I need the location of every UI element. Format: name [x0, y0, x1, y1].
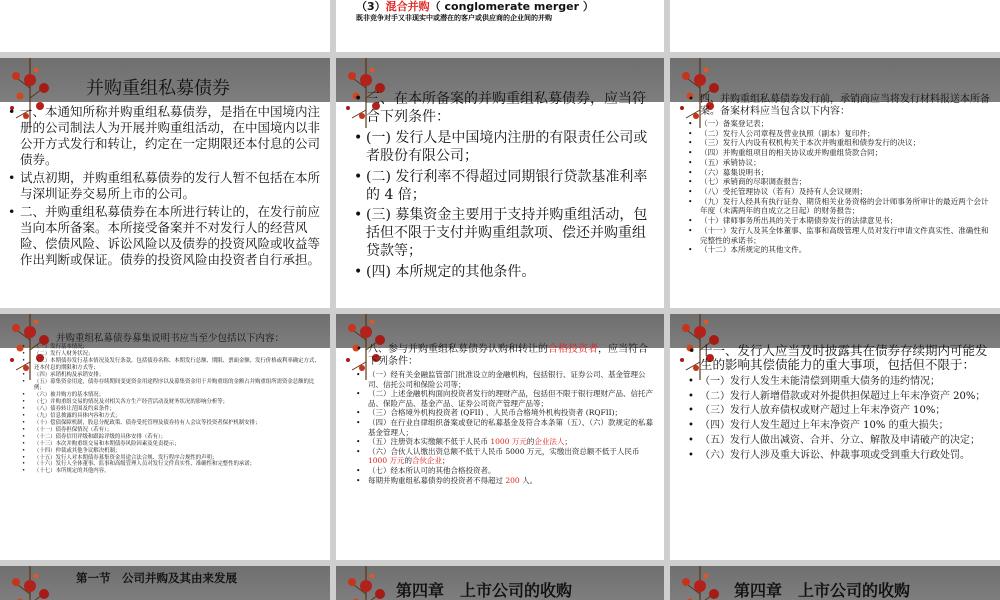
list-item: • 十一、发行人应当及时披露其在债券存续期内可能发生的影响其偿债能力的重大事项，包括但不限于：	[688, 344, 994, 373]
list-item: • （八）受托管理协议（若有）及持有人会议规则；	[688, 187, 994, 197]
slide-title: 第一节 公司并购及其由来发展	[76, 571, 237, 585]
list-item: • 试点初期，并购重组私募债券的发行人暂不包括在本所与深圳证券交易所上市的公司。	[8, 170, 320, 202]
list-item: • 八、参与并购重组私募债券认购和转让的合格投资者，应当符合下列条件：	[356, 344, 656, 368]
list-item: • （六）合伙人认缴出资总额不低于人民币 5000 万元，实缴出资总额不低于人民币 1000 万元的合伙企业；	[356, 447, 656, 466]
list-item: • （七）承销商的尽职调查报告；	[688, 177, 994, 187]
list-item: • （八）债券转让范围及约束条件；	[22, 406, 324, 413]
list-item: • 三、在本所备案的并购重组私募债券，应当符合下列条件：	[354, 91, 654, 127]
slide-top-middle[interactable]	[336, 0, 664, 52]
list-item: • （二）发行人新增借款或对外提供担保超过上年末净资产 20%；	[688, 391, 994, 404]
slide-prospectus-contents[interactable]	[0, 314, 330, 560]
list-item: • （一）经有关金融监管部门批准设立的金融机构，包括银行、证券公司、基金管理公司、信托公司和保险公司等；	[356, 370, 656, 389]
list-item: • （六）发行人涉及重大诉讼、仲裁事项或受到重大行政处罚。	[688, 450, 994, 463]
bullet-list	[8, 104, 320, 268]
list-item: • （五）注册资本实缴额不低于人民币 1000 万元的企业法人；	[356, 437, 656, 447]
list-item: • （十二）本所规定的其他文件。	[688, 245, 994, 255]
list-item: • （三）发行人放弃债权或财产超过上年末净资产 10%；	[688, 405, 994, 418]
list-item: • （五）募集资金用途，债券存续期间变更资金用途程序以及募集资金用于并购重组的金额占并购重组所需资金总额的比例；	[22, 379, 324, 393]
slide-filing-materials[interactable]	[670, 58, 1000, 308]
list-item: • （十一）发行人及其全体董事、监事和高级管理人员对发行申请文件真实性、准确性和完整性的承诺书；	[688, 226, 994, 245]
list-item: • （十五）发行人对本期债券募集资金用途合法合规、发行程序合规性的声明；	[22, 455, 324, 462]
list-item: • （十三）本次并购重组交易和本期债券风险因素及免责提示；	[22, 441, 324, 448]
flower-ornament-icon	[6, 566, 54, 600]
list-item: • （六）募集说明书；	[688, 168, 994, 178]
list-item: • （三）合格境外机构投资者 (QFII) 、人民币合格境外机构投资者 (RQFII)；	[356, 408, 656, 418]
list-item: • （二）上述金融机构面向投资者发行的理财产品，包括但不限于银行理财产品、信托产品、保险产品、基金产品、证券公司资产管理产品等；	[356, 389, 656, 408]
list-item: • 一、本通知所称并购重组私募债券，是指在中国境内注册的公司制法人为开展并购重组活动，在中国境内以非公开方式发行和转让，约定在一定期限还本付息的公司债券。	[8, 104, 320, 168]
flower-ornament-icon	[342, 566, 390, 600]
list-item: • （四）在行业自律组织备案或登记的私募基金及符合本条第（五）、（六）款规定的私募基金管理人；	[356, 418, 656, 437]
slide-title: 第四章 上市公司的收购	[396, 581, 573, 600]
list-item: • (二) 发行利率不得超过同期银行贷款基准利率的 4 倍；	[354, 169, 654, 205]
list-item: • （十一）债券担保情况（若有）；	[22, 427, 324, 434]
list-item: • （九）信息披露的具体内容和方式；	[22, 413, 324, 420]
bullet-list	[688, 344, 994, 463]
slide-acquisition-bond-intro[interactable]	[0, 58, 330, 308]
bullet-list	[356, 344, 656, 485]
list-item: • （十七）本所规定的其他内容。	[22, 468, 324, 475]
slide-title: 并购重组私募债券募集说明书应当至少包括以下内容：	[56, 333, 285, 344]
slide-top-left[interactable]	[0, 0, 330, 52]
slide-heading: （3）混合并购（ conglomerate merger ）	[356, 0, 594, 13]
slide-bond-conditions[interactable]	[336, 58, 664, 308]
slide-chapter-four-a[interactable]	[336, 566, 664, 600]
list-item: • （十）偿债保障机制，股息分配政策、债券受托管理及债券持有人会议等投资者保护机制安排；	[22, 420, 324, 427]
list-item: • （三）发行人内设有权机构关于本次并购重组和债券发行的决议；	[688, 138, 994, 148]
list-item: • （一）发行基本情况；	[22, 344, 324, 351]
slide-top-right[interactable]	[670, 0, 1000, 52]
list-item: • （一）发行人发生未能清偿到期重大债务的违约情况；	[688, 376, 994, 389]
slide-disclosure-events[interactable]	[670, 314, 1000, 560]
list-item: • （七）并购重组交易的情况及对相关各方生产经营活动及财务状况的影响分析等；	[22, 399, 324, 406]
slide-title: 第四章 上市公司的收购	[734, 581, 911, 600]
list-item: • （七）经本所认可的其他合格投资者。	[356, 466, 656, 476]
list-item: • （十六）发行人全体董事、监事和高级管理人员对发行文件真实性、准确性和完整性的承诺；	[22, 461, 324, 468]
list-item: • （九）发行人经具有执行证券、期货相关业务资格的会计师事务所审计的最近两个会计年度（未满两年的自成立之日起）的财务报告；	[688, 197, 994, 216]
list-item: • （四）承销机构及承销安排；	[22, 372, 324, 379]
list-item: • （二）发行人公司章程及营业执照（副本）复印件；	[688, 129, 994, 139]
list-item: • （三）本期债券发行基本情况及发行条款，包括债券名称、本期发行总额、期限、票面金额、发行价格或利率确定方式、还本付息的期限和方式等；	[22, 358, 324, 372]
list-item: • (四) 本所规定的其他条件。	[354, 264, 654, 282]
list-item: • （四）发行人发生超过上年末净资产 10% 的重大损失；	[688, 420, 994, 433]
bullet-list	[22, 344, 324, 475]
bullet-list	[688, 94, 994, 255]
list-item: • (一) 发行人是中国境内注册的有限责任公司或者股份有限公司；	[354, 130, 654, 166]
slide-title: 并购重组私募债券	[86, 78, 230, 99]
list-item: • 二、并购重组私募债券在本所进行转让的，在发行前应当向本所备案。本所接受备案并不对发行人的经营风险、偿债风险、诉讼风险以及债券的投资风险或收益等作出判断或保证。债券的投资风险由投资者自行承担。	[8, 204, 320, 268]
list-item: • （四）并购重组项目的相关协议或并购重组贷款合同；	[688, 148, 994, 158]
list-item: • （一）备案登记表；	[688, 119, 994, 129]
list-item: • （五）承销协议；	[688, 158, 994, 168]
list-item: • (三) 募集资金主要用于支持并购重组活动，包括但不限于支付并购重组款项、偿还并购重组贷款等；	[354, 207, 654, 261]
slide-section-one[interactable]	[0, 566, 330, 600]
flower-ornament-icon	[676, 566, 724, 600]
list-item: • （十二）债券信用评级和跟踪评级的具体安排（若有）；	[22, 434, 324, 441]
slide-chapter-four-b[interactable]	[670, 566, 1000, 600]
list-item: • 四、并购重组私募债券发行前，承销商应当将发行材料报送本所备案。备案材料应当包含以下内容：	[688, 94, 994, 117]
list-item: • （六）被并购方的基本情况；	[22, 392, 324, 399]
slide-subtext: 既非竞争对手又非现实中或潜在的客户或供应商的企业间的并购	[356, 13, 552, 22]
list-item: • 每期并购重组私募债券的投资者不得超过 200 人。	[356, 476, 656, 486]
list-item: • （二）发行人财务状况；	[22, 351, 324, 358]
list-item: • （十）律师事务所出具的关于本期债券发行的法律意见书；	[688, 216, 994, 226]
bullet-list	[354, 91, 654, 282]
slide-qualified-investors[interactable]	[336, 314, 664, 560]
list-item: • （五）发行人做出减资、合并、分立、解散及申请破产的决定；	[688, 435, 994, 448]
list-item: • （十四）仲裁或其他争议解决机制；	[22, 448, 324, 455]
